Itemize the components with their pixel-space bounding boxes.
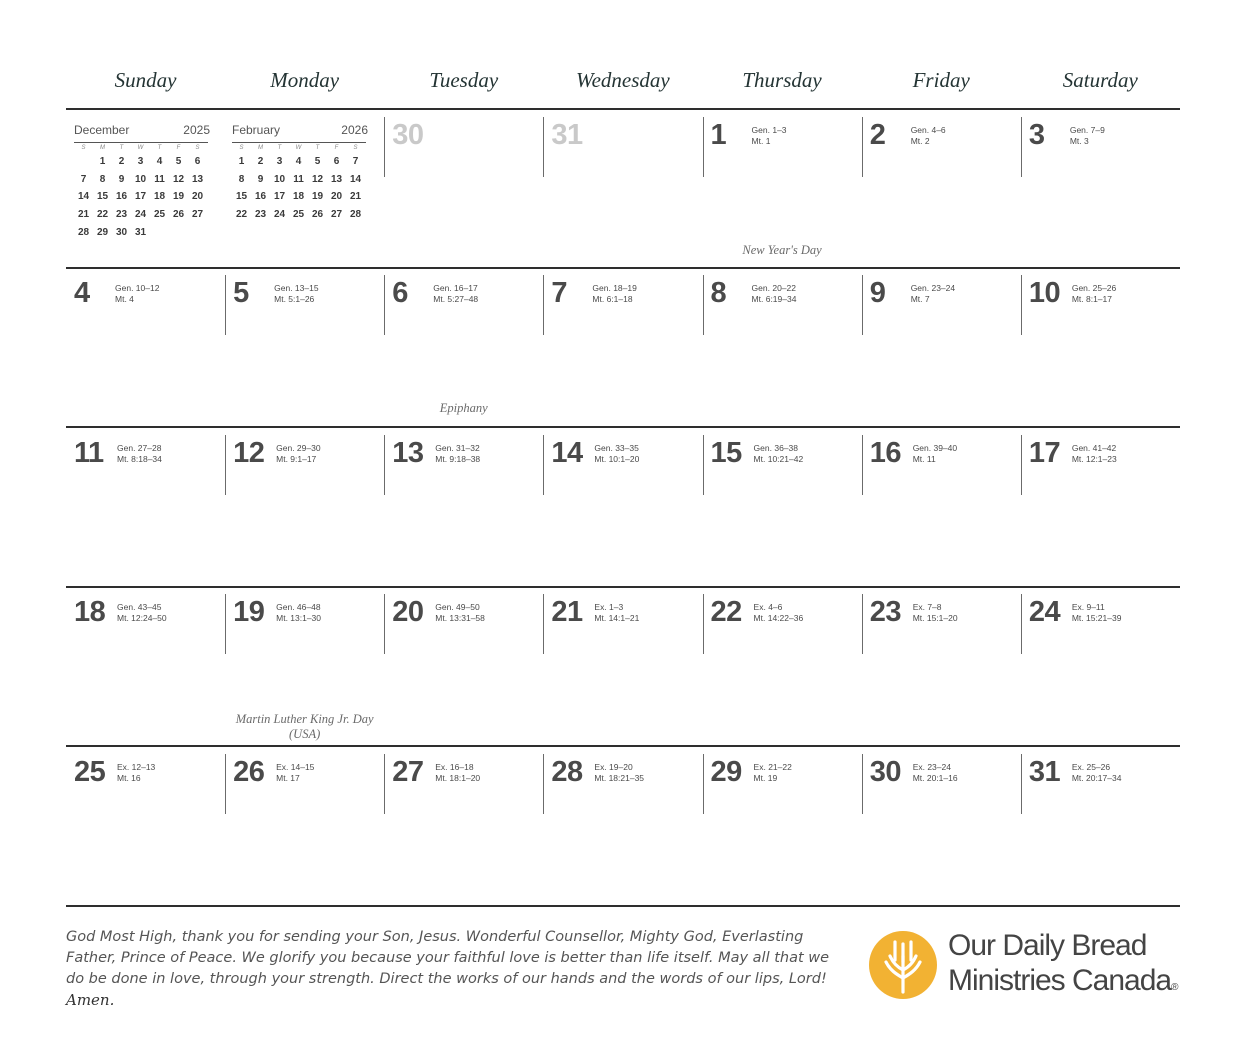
mini-day: 13 xyxy=(330,173,343,185)
day-cell[interactable] xyxy=(703,594,862,752)
reading-ot: Gen. 4–6 xyxy=(910,125,946,135)
reading-nt: Mt. 9:18–38 xyxy=(435,453,481,464)
day-divider xyxy=(384,117,385,177)
holiday-region: (USA) xyxy=(289,727,321,741)
reading-ot: Ex. 16–18 xyxy=(435,762,474,772)
reading-ot: Gen. 43–45 xyxy=(117,602,162,612)
mini-day: 3 xyxy=(276,156,283,167)
day-cell[interactable] xyxy=(66,435,225,593)
mini-day: 25 xyxy=(153,209,166,221)
reading-ot: Ex. 14–15 xyxy=(276,762,315,772)
bible-reading xyxy=(276,602,321,623)
bible-reading xyxy=(1072,602,1122,623)
reading-nt: Mt. 11 xyxy=(912,453,936,464)
reading-ot: Gen. 27–28 xyxy=(117,443,162,453)
day-number: 28 xyxy=(551,756,583,788)
day-cell[interactable] xyxy=(1021,754,1180,912)
holiday-label xyxy=(703,243,862,258)
mini-day: 8 xyxy=(99,173,106,185)
mini-day: 21 xyxy=(349,191,362,203)
day-number: 31 xyxy=(1028,756,1061,788)
day-cell[interactable] xyxy=(543,754,702,912)
reading-ot: Gen. 7–9 xyxy=(1069,125,1105,135)
weekday-header-row xyxy=(66,62,1180,108)
bible-reading xyxy=(435,602,485,623)
day-divider xyxy=(225,754,226,814)
day-divider xyxy=(1021,117,1022,177)
bible-reading xyxy=(592,283,636,304)
registered-mark: ® xyxy=(1171,982,1178,993)
reading-ot: Gen. 23–24 xyxy=(910,283,956,293)
reading-nt: Mt. 7 xyxy=(910,293,930,304)
bible-reading xyxy=(913,762,958,783)
day-divider xyxy=(543,435,544,495)
mini-dow-label: F xyxy=(334,145,339,151)
mini-day: 16 xyxy=(115,191,128,203)
mini-dow-label: F xyxy=(176,145,181,151)
day-cell[interactable] xyxy=(1021,275,1180,433)
bible-reading xyxy=(117,602,167,623)
reading-ot: Ex. 23–24 xyxy=(912,762,951,772)
mini-day: 27 xyxy=(330,209,343,221)
reading-nt: Mt. 6:1–18 xyxy=(592,293,633,304)
mini-dow-label: S xyxy=(195,145,200,151)
mini-day: 4 xyxy=(156,156,163,167)
day-divider xyxy=(543,275,544,335)
mini-dow-label: M xyxy=(258,145,263,151)
day-cell[interactable] xyxy=(384,594,543,752)
reading-nt: Mt. 13:31–58 xyxy=(435,612,485,623)
mini-calendar-february xyxy=(232,123,368,221)
reading-nt: Mt. 15:1–20 xyxy=(912,612,958,623)
day-cell[interactable] xyxy=(543,594,702,752)
day-number: 16 xyxy=(869,437,901,469)
day-divider xyxy=(862,754,863,814)
day-cell[interactable] xyxy=(1021,435,1180,593)
day-divider xyxy=(703,275,704,335)
day-divider xyxy=(1021,275,1022,335)
mini-dow-label: W xyxy=(137,145,144,151)
mini-dow-label: S xyxy=(239,145,244,151)
mini-day: 3 xyxy=(137,156,144,167)
day-number: 14 xyxy=(551,437,583,469)
day-cell[interactable] xyxy=(66,275,225,433)
mini-dow-label: S xyxy=(81,145,86,151)
day-number: 8 xyxy=(710,277,727,309)
day-divider xyxy=(384,754,385,814)
mini-dow-label: T xyxy=(119,145,124,151)
day-cell[interactable] xyxy=(1021,117,1180,275)
day-number: 11 xyxy=(74,437,104,469)
holiday-name: New Year's Day xyxy=(742,243,822,257)
day-number: 23 xyxy=(869,596,901,628)
bible-reading xyxy=(754,762,792,783)
holiday-label xyxy=(225,712,384,742)
bible-reading xyxy=(752,125,787,146)
prayer-text xyxy=(66,927,836,1012)
mini-day: 7 xyxy=(80,173,87,185)
reading-nt: Mt. 5:27–48 xyxy=(433,293,479,304)
mini-day: 20 xyxy=(330,191,343,203)
mini-day: 10 xyxy=(273,173,286,185)
bible-reading xyxy=(117,762,155,783)
day-cell[interactable] xyxy=(384,435,543,593)
mini-day: 23 xyxy=(254,209,267,221)
mini-day: 20 xyxy=(191,191,204,203)
reading-nt: Mt. 13:1–30 xyxy=(276,612,322,623)
reading-ot: Gen. 10–12 xyxy=(115,283,160,293)
mini-day: 12 xyxy=(172,173,185,185)
reading-nt: Mt. 20:17–34 xyxy=(1071,772,1122,783)
bible-reading xyxy=(274,283,318,304)
day-divider xyxy=(225,275,226,335)
mini-day: 28 xyxy=(349,209,362,221)
day-cell[interactable] xyxy=(543,117,702,275)
mini-day: 17 xyxy=(134,191,147,203)
reading-nt: Mt. 10:1–20 xyxy=(594,453,640,464)
mini-day: 1 xyxy=(238,156,245,167)
footer-divider xyxy=(66,905,1180,907)
mini-calendar-header xyxy=(232,123,368,137)
bible-reading xyxy=(752,283,797,304)
reading-ot: Ex. 7–8 xyxy=(912,602,942,612)
day-cell[interactable] xyxy=(384,117,543,275)
reading-ot: Gen. 1–3 xyxy=(751,125,787,135)
bible-reading xyxy=(1070,125,1105,146)
day-number: 13 xyxy=(392,437,424,469)
mini-dow-label: T xyxy=(157,145,162,151)
reading-ot: Ex. 4–6 xyxy=(753,602,783,612)
reading-nt: Mt. 1 xyxy=(751,135,771,146)
bible-reading xyxy=(115,283,159,304)
day-cell[interactable] xyxy=(225,594,384,752)
mini-dow-label: S xyxy=(353,145,358,151)
reading-ot: Gen. 33–35 xyxy=(594,443,639,453)
mini-calendar-header xyxy=(74,123,210,137)
reading-ot: Gen. 46–48 xyxy=(276,602,321,612)
day-cell[interactable] xyxy=(703,275,862,433)
mini-day: 27 xyxy=(191,209,204,221)
day-number: 22 xyxy=(710,596,742,628)
reading-ot: Ex. 19–20 xyxy=(594,762,633,772)
day-number: 4 xyxy=(74,277,90,309)
brand-name-line2 xyxy=(948,964,1177,1005)
holiday-name: Epiphany xyxy=(439,401,488,415)
mini-day: 22 xyxy=(235,209,248,221)
day-divider xyxy=(703,754,704,814)
day-number: 12 xyxy=(233,437,265,469)
holiday-label xyxy=(384,401,543,416)
mini-calendar-december xyxy=(74,123,210,238)
reading-nt: Mt. 14:22–36 xyxy=(753,612,804,623)
reading-ot: Gen. 13–15 xyxy=(274,283,319,293)
reading-ot: Gen. 18–19 xyxy=(592,283,637,293)
reading-nt: Mt. 2 xyxy=(910,135,930,146)
bible-reading xyxy=(594,443,639,464)
mini-day: 24 xyxy=(273,209,286,221)
brand-name-line1: Our Daily Bread xyxy=(948,929,1147,962)
mini-dow-label: T xyxy=(277,145,282,151)
day-divider xyxy=(543,594,544,654)
reading-nt: Mt. 3 xyxy=(1069,135,1089,146)
day-divider xyxy=(703,435,704,495)
bible-reading xyxy=(1072,762,1122,783)
reading-nt: Mt. 8:18–34 xyxy=(117,453,162,464)
day-divider xyxy=(862,117,863,177)
mini-day: 18 xyxy=(153,191,166,203)
reading-ot: Gen. 16–17 xyxy=(433,283,478,293)
mini-day: 24 xyxy=(134,209,147,221)
day-divider xyxy=(225,594,226,654)
day-divider xyxy=(1021,754,1022,814)
mini-day: 6 xyxy=(333,156,340,167)
day-cell[interactable] xyxy=(703,754,862,912)
mini-day: 19 xyxy=(311,191,324,203)
day-cell[interactable] xyxy=(703,117,862,275)
reading-ot: Gen. 25–26 xyxy=(1071,283,1117,293)
mini-day: 23 xyxy=(115,209,128,221)
day-cell[interactable] xyxy=(225,275,384,433)
mini-day: 13 xyxy=(191,173,204,185)
day-divider xyxy=(862,594,863,654)
mini-dow-label: W xyxy=(295,145,302,151)
day-divider xyxy=(1021,435,1022,495)
reading-ot: Ex. 9–11 xyxy=(1071,602,1105,612)
day-number: 30 xyxy=(392,119,424,151)
bible-reading xyxy=(913,602,958,623)
day-cell[interactable] xyxy=(862,117,1021,275)
bible-reading xyxy=(435,443,480,464)
mini-month-name: February xyxy=(232,123,281,137)
reading-nt: Mt. 20:1–16 xyxy=(912,772,958,783)
day-cell[interactable] xyxy=(66,594,225,752)
weekday-sunday: Sunday xyxy=(114,68,177,92)
reading-nt: Mt. 17 xyxy=(276,772,300,783)
reading-ot: Ex. 21–22 xyxy=(753,762,792,772)
mini-day: 5 xyxy=(175,156,182,167)
mini-day: 26 xyxy=(311,209,324,221)
day-cell[interactable] xyxy=(703,435,862,593)
bible-reading xyxy=(1072,283,1116,304)
mini-day: 17 xyxy=(273,191,286,203)
reading-ot: Gen. 29–30 xyxy=(276,443,321,453)
day-cell[interactable] xyxy=(384,275,543,433)
mini-calendar-rule xyxy=(232,142,366,143)
day-divider xyxy=(384,594,385,654)
mini-day: 7 xyxy=(352,156,359,167)
mini-day: 14 xyxy=(77,191,90,203)
mini-day: 5 xyxy=(314,156,321,167)
reading-ot: Gen. 36–38 xyxy=(753,443,798,453)
day-number: 30 xyxy=(869,756,901,788)
mini-day: 30 xyxy=(115,226,128,238)
day-cell[interactable] xyxy=(225,435,384,593)
mini-day: 2 xyxy=(118,156,125,167)
mini-day: 8 xyxy=(238,173,245,185)
bible-reading xyxy=(754,602,804,623)
reading-nt: Mt. 16 xyxy=(117,772,141,783)
mini-day: 15 xyxy=(235,191,248,203)
mini-year: 2026 xyxy=(341,123,368,137)
bible-reading xyxy=(276,762,314,783)
mini-day: 19 xyxy=(172,191,185,203)
mini-day: 22 xyxy=(96,209,109,221)
reading-ot: Gen. 31–32 xyxy=(435,443,480,453)
reading-nt: Mt. 18:1–20 xyxy=(435,772,481,783)
bible-reading xyxy=(754,443,804,464)
day-number: 18 xyxy=(74,596,106,628)
mini-day: 11 xyxy=(293,173,304,185)
day-divider xyxy=(543,117,544,177)
mini-calendar-rule xyxy=(74,142,208,143)
day-divider xyxy=(384,435,385,495)
day-number: 7 xyxy=(551,277,568,309)
prayer-body: God Most High, thank you for sending your Son, Jesus. Wonderful Counsellor, Mighty God, Everlasting Father, Prince of Peace. We glorify you because your faithful love is better than life itself. May all that we do be done in love, through your strength. Direct the works of our hands and the words of our lips, Lord! xyxy=(66,929,830,987)
reading-nt: Mt. 10:21–42 xyxy=(753,453,804,464)
day-cell[interactable] xyxy=(66,754,225,912)
mini-day: 16 xyxy=(254,191,267,203)
day-divider xyxy=(703,117,704,177)
day-number: 1 xyxy=(710,119,727,151)
day-cell[interactable] xyxy=(543,275,702,433)
mini-dow-label: T xyxy=(315,145,320,151)
reading-nt: Mt. 12:1–23 xyxy=(1071,453,1117,464)
mini-day: 2 xyxy=(257,156,264,167)
weekday-thursday: Thursday xyxy=(742,68,822,92)
day-number: 26 xyxy=(233,756,265,788)
mini-day: 21 xyxy=(77,209,90,221)
mini-dow-label: M xyxy=(100,145,105,151)
mini-day: 9 xyxy=(118,173,125,185)
mini-day: 9 xyxy=(257,173,264,185)
day-cell[interactable] xyxy=(862,435,1021,593)
mini-day: 28 xyxy=(77,226,90,238)
bible-reading xyxy=(435,762,480,783)
mini-day: 14 xyxy=(349,173,362,185)
mini-day: 18 xyxy=(292,191,305,203)
bible-reading xyxy=(117,443,162,464)
day-number: 19 xyxy=(233,596,265,628)
bible-reading xyxy=(1072,443,1117,464)
day-number: 5 xyxy=(233,277,249,309)
day-number: 10 xyxy=(1028,277,1061,309)
day-cell[interactable] xyxy=(225,754,384,912)
mini-day: 1 xyxy=(99,156,106,167)
reading-nt: Mt. 15:21–39 xyxy=(1071,612,1122,623)
reading-ot: Gen. 20–22 xyxy=(751,283,796,293)
mini-day: 10 xyxy=(134,173,147,185)
reading-nt: Mt. 4 xyxy=(115,293,134,304)
day-divider xyxy=(225,435,226,495)
day-number: 31 xyxy=(551,119,583,151)
day-cell[interactable] xyxy=(543,435,702,593)
day-cell[interactable] xyxy=(862,275,1021,433)
brand-line2-text: Ministries Canada xyxy=(948,964,1172,997)
mini-day: 26 xyxy=(172,209,185,221)
wheat-icon xyxy=(868,930,938,1000)
bible-reading xyxy=(276,443,320,464)
reading-ot: Gen. 49–50 xyxy=(435,602,480,612)
day-cell[interactable] xyxy=(1021,594,1180,752)
reading-nt: Mt. 19 xyxy=(753,772,778,783)
weekday-wednesday: Wednesday xyxy=(576,68,670,92)
week-divider xyxy=(66,108,1180,110)
bible-reading xyxy=(594,602,639,623)
reading-nt: Mt. 6:19–34 xyxy=(751,293,797,304)
reading-ot: Gen. 41–42 xyxy=(1071,443,1117,453)
reading-nt: Mt. 9:1–17 xyxy=(276,453,317,464)
reading-nt: Mt. 14:1–21 xyxy=(594,612,640,623)
reading-ot: Ex. 1–3 xyxy=(594,602,624,612)
mini-day: 15 xyxy=(96,191,109,203)
bible-reading xyxy=(911,125,946,146)
day-cell[interactable] xyxy=(862,594,1021,752)
day-number: 2 xyxy=(869,119,886,151)
day-number: 9 xyxy=(869,277,886,309)
reading-nt: Mt. 18:21–35 xyxy=(594,772,645,783)
day-divider xyxy=(862,275,863,335)
mini-day: 25 xyxy=(292,209,305,221)
day-divider xyxy=(1021,594,1022,654)
day-divider xyxy=(862,435,863,495)
day-number: 29 xyxy=(710,756,742,788)
bible-reading xyxy=(594,762,644,783)
bible-reading xyxy=(433,283,478,304)
weekday-tuesday: Tuesday xyxy=(429,68,499,92)
day-cell[interactable] xyxy=(862,754,1021,912)
weekday-saturday: Saturday xyxy=(1062,68,1138,92)
mini-day: 12 xyxy=(311,173,324,185)
day-number: 15 xyxy=(710,437,742,469)
weekday-monday: Monday xyxy=(270,68,340,92)
bible-reading xyxy=(913,443,957,464)
reading-nt: Mt. 12:24–50 xyxy=(117,612,167,623)
bible-reading xyxy=(911,283,955,304)
mini-month-name: December xyxy=(74,123,130,137)
day-divider xyxy=(384,275,385,335)
reading-nt: Mt. 8:1–17 xyxy=(1071,293,1112,304)
day-number: 17 xyxy=(1028,437,1061,469)
day-number: 21 xyxy=(551,596,583,628)
day-number: 3 xyxy=(1028,119,1045,151)
day-number: 24 xyxy=(1028,596,1061,628)
day-divider xyxy=(703,594,704,654)
mini-day: 11 xyxy=(154,173,165,185)
mini-year: 2025 xyxy=(183,123,210,137)
reading-nt: Mt. 5:1–26 xyxy=(274,293,315,304)
day-divider xyxy=(543,754,544,814)
reading-ot: Ex. 25–26 xyxy=(1071,762,1111,772)
mini-day: 4 xyxy=(295,156,302,167)
amen-signature: Amen. xyxy=(66,991,115,1009)
weekday-friday: Friday xyxy=(912,68,970,92)
reading-ot: Ex. 12–13 xyxy=(117,762,156,772)
mini-day: 31 xyxy=(134,226,147,238)
day-number: 20 xyxy=(392,596,424,628)
mini-day: 29 xyxy=(96,226,109,238)
reading-ot: Gen. 39–40 xyxy=(912,443,958,453)
day-number: 6 xyxy=(392,277,408,309)
mini-day: 6 xyxy=(194,156,201,167)
day-number: 27 xyxy=(392,756,424,788)
day-number: 25 xyxy=(74,756,106,788)
day-cell[interactable] xyxy=(384,754,543,912)
holiday-name: Martin Luther King Jr. Day xyxy=(235,712,374,726)
